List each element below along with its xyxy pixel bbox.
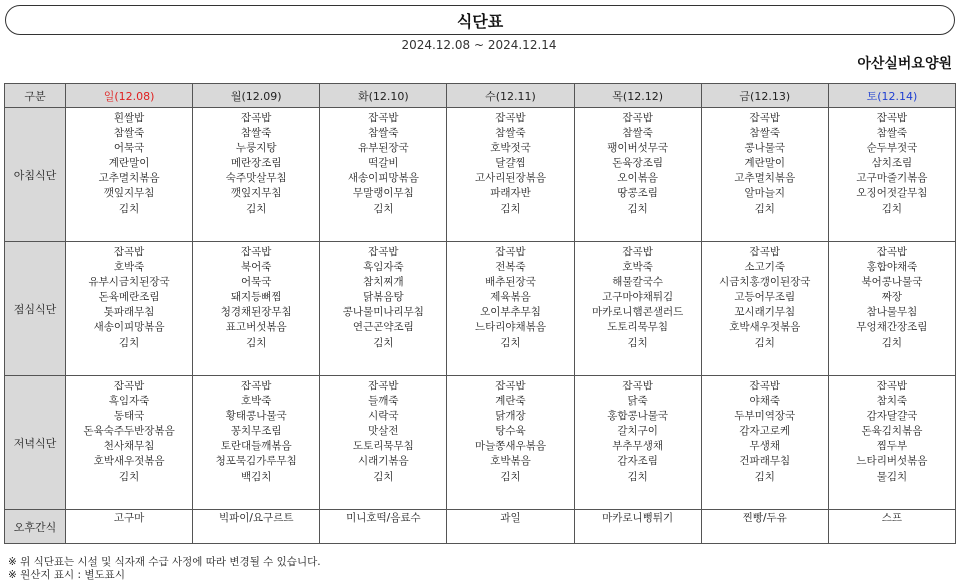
menu-item: 잡곡밥 [749,246,780,258]
menu-item: 마늘쫑새우볶음 [474,440,546,453]
menu-item: 팽이버섯무국 [607,142,669,155]
menu-item: 유부시금치된장국 [88,276,170,289]
menu-item: 김치 [754,336,775,349]
menu-item: 동태국 [113,410,145,423]
menu-cell [193,108,320,242]
menu-item: 전복죽 [495,261,526,274]
menu-item: 김치 [627,336,648,349]
menu-item: 흰쌀밥 [113,112,145,124]
menu-item: 오이볶음 [617,172,658,185]
menu-item: 돼지등뼈찜 [230,291,282,304]
snack-cell: 고구마 [66,510,193,544]
menu-item: 고사리된장볶음 [474,172,546,185]
day-header-3: 화(12.10) [320,84,447,108]
meal-row [5,242,956,376]
snack-label: 오후간식 [5,510,66,544]
menu-item: 고추멸치볶음 [734,172,796,185]
menu-item: 돈육메란조림 [98,291,160,304]
menu-cell [701,242,828,376]
menu-item: 북어콩나물국 [861,276,923,289]
table-header-row [5,84,956,108]
meal-table [4,83,956,544]
menu-item: 마카로니햄콘샐러드 [591,306,684,319]
menu-item: 잡곡밥 [495,112,526,124]
menu-item: 고추멸치볶음 [98,172,160,185]
menu-item: 닭개장 [495,410,526,423]
menu-item: 새송이피망볶음 [93,321,165,334]
menu-item: 잡곡밥 [876,380,908,392]
menu-item: 무말랭이무침 [352,187,414,200]
menu-item: 북어죽 [240,261,272,274]
menu-item: 새송이피망볶음 [347,172,419,185]
menu-item: 숙주맛살무침 [225,172,287,185]
menu-cell [66,242,193,376]
menu-item: 돈육숙주두반장볶음 [83,425,175,438]
menu-item: 호박죽 [113,261,145,274]
menu-item: 닭죽 [627,395,648,408]
menu-item: 연근곤약조림 [352,321,414,334]
menu-item: 야채죽 [749,395,780,408]
menu-item: 잡곡밥 [495,380,526,392]
note-change: ※ 위 식단표는 시설 및 식자재 수급 사정에 따라 변경될 수 있습니다. [8,556,321,568]
menu-item: 들깨죽 [368,395,399,408]
meal-row [5,108,956,242]
menu-item: 김치 [500,336,521,349]
menu-item: 참쌀죽 [368,127,399,140]
menu-cell [320,376,447,510]
menu-item: 느타리야채볶음 [474,321,546,334]
snack-row [5,510,956,544]
menu-cell [193,376,320,510]
menu-item: 떡갈비 [368,157,399,170]
menu-item: 참치찌개 [363,276,404,289]
menu-item: 김치 [118,470,140,483]
snack-cell: 마카로니뻥튀기 [574,510,701,544]
menu-item: 잡곡밥 [749,112,780,124]
menu-item: 달걀찜 [495,157,526,170]
menu-item: 호박죽 [622,261,653,274]
menu-item: 잡곡밥 [876,112,908,124]
menu-item: 건파래무침 [739,455,791,468]
menu-item: 탕수육 [495,425,526,438]
menu-item: 잡곡밥 [876,246,908,258]
menu-item: 표고버섯볶음 [225,321,287,334]
menu-item: 알마늘지 [744,187,786,200]
menu-item: 잡곡밥 [368,246,399,258]
menu-item: 감자달걀국 [866,410,918,423]
menu-item: 황태콩나물국 [225,410,287,423]
menu-item: 호박새우젓볶음 [93,455,165,468]
menu-item: 무엉채간장조림 [856,321,928,334]
menu-item: 홍합야채죽 [866,261,918,274]
snack-cell: 찐빵/두유 [701,510,828,544]
menu-item: 어묵국 [240,276,272,289]
menu-cell [574,108,701,242]
snack-cell: 미니호떡/음료수 [320,510,447,544]
menu-item: 고구마줄기볶음 [856,172,928,185]
menu-item: 감자고로케 [739,425,791,438]
menu-cell [701,376,828,510]
menu-item: 시금치홍갱이된장국 [719,276,811,289]
menu-cell [828,242,955,376]
menu-item: 청포묵김가루무침 [215,455,297,468]
date-range: 2024.12.08 ~ 2024.12.14 [401,38,557,52]
menu-item: 꽁치무조림 [230,425,282,438]
snack-cell: 빅파이/요구르트 [193,510,320,544]
organization-name: 아산실버요양원 [857,56,952,72]
menu-item: 유부된장국 [357,142,409,155]
menu-item: 참쌀죽 [113,127,145,140]
menu-item: 참쌀죽 [749,127,780,140]
menu-item: 부추무생채 [612,440,663,453]
menu-item: 콩나물미나리무침 [342,306,424,319]
menu-item: 참나물무침 [866,306,918,319]
menu-item: 김치 [246,202,267,215]
menu-item: 어묵국 [113,142,145,155]
menu-item: 잡곡밥 [495,246,526,258]
menu-item: 토란대들깨볶음 [220,440,292,453]
meal-label: 저녁식단 [5,376,66,510]
menu-cell [320,242,447,376]
menu-item: 땅콩조림 [617,187,658,200]
menu-cell [447,108,574,242]
meal-row [5,376,956,510]
menu-item: 김치 [881,336,903,349]
menu-cell [447,376,574,510]
day-header-5: 목(12.12) [574,84,701,108]
menu-cell [193,242,320,376]
menu-item: 호박죽 [240,395,272,408]
menu-item: 호박젓국 [490,142,531,155]
menu-item: 흑임자죽 [108,395,150,408]
menu-item: 순두부젓국 [866,142,918,155]
menu-item: 잡곡밥 [240,246,272,258]
menu-item: 김치 [118,336,140,349]
menu-item: 잡곡밥 [749,380,780,392]
menu-item: 청경채된장무침 [220,306,292,319]
menu-item: 참쌀죽 [876,127,908,140]
menu-item: 꼬시래기무침 [734,306,796,319]
menu-item: 제육볶음 [490,291,531,304]
menu-cell [828,376,955,510]
menu-item: 참쌀죽 [495,127,526,140]
menu-item: 김치 [373,202,394,215]
menu-item: 톳파래무침 [103,306,155,319]
menu-cell [828,108,955,242]
menu-item: 참쌀죽 [622,127,653,140]
page-title [5,5,955,35]
menu-item: 찜두부 [876,440,908,453]
menu-item: 오징어젓갈무침 [856,187,928,200]
menu-item: 파래자반 [490,187,531,200]
menu-item: 콩나물국 [744,142,786,155]
menu-item: 잡곡밥 [240,380,272,392]
menu-item: 맛살전 [368,425,399,438]
menu-item: 잡곡밥 [622,380,653,392]
menu-item: 김치 [754,202,775,215]
snack-cell: 과일 [447,510,574,544]
day-header-2: 월(12.09) [193,84,320,108]
note-origin: ※ 원산지 표시 : 별도표시 [8,569,125,581]
menu-item: 물김치 [876,470,908,483]
menu-item: 두부미역장국 [734,410,796,423]
menu-item: 닭볶음탕 [363,291,404,304]
menu-item: 호박볶음 [490,455,531,468]
menu-item: 해물칼국수 [612,276,663,289]
title-text: 식단표 [456,11,504,31]
menu-item: 김치 [246,336,267,349]
menu-item: 고구마야채튀김 [602,291,674,304]
meal-label: 점심식단 [5,242,66,376]
menu-item: 도토리묵무침 [352,440,414,453]
menu-item: 잡곡밥 [622,246,653,258]
menu-item: 짜장 [881,291,903,304]
menu-item: 김치 [500,202,521,215]
menu-cell [574,376,701,510]
day-header-1: 일(12.08) [66,84,193,108]
menu-item: 감자조림 [617,455,658,468]
notes [8,556,321,582]
menu-item: 누룽지탕 [235,142,277,155]
menu-cell [320,108,447,242]
menu-item: 백김치 [240,470,272,483]
menu-item: 돈육김치볶음 [861,425,923,438]
menu-item: 오이부추무침 [480,306,541,319]
menu-item: 천사채무침 [103,440,155,453]
menu-item: 느타리버섯볶음 [856,455,928,468]
meal-label: 아침식단 [5,108,66,242]
category-header: 구분 [5,84,66,108]
menu-item: 김치 [118,202,140,215]
menu-item: 잡곡밥 [622,112,653,124]
menu-item: 잡곡밥 [113,246,145,258]
menu-item: 갈치구이 [617,425,658,438]
menu-item: 참쌀죽 [240,127,272,140]
menu-cell [701,108,828,242]
menu-item: 고등어무조림 [734,291,796,304]
day-header-7: 토(12.14) [828,84,955,108]
menu-item: 김치 [373,470,394,483]
menu-cell [66,376,193,510]
menu-item: 김치 [500,470,521,483]
menu-item: 잡곡밥 [368,112,399,124]
menu-item: 계란말이 [744,157,786,170]
menu-item: 시락국 [368,410,399,423]
menu-item: 소고기죽 [744,261,786,274]
menu-item: 무생채 [749,440,780,453]
menu-item: 김치 [754,470,775,483]
day-header-6: 금(12.13) [701,84,828,108]
menu-item: 돈육장조림 [612,157,663,170]
day-header-4: 수(12.11) [447,84,574,108]
menu-item: 잡곡밥 [368,380,399,392]
menu-item: 시래기볶음 [357,455,409,468]
menu-item: 도토리묵무침 [607,321,669,334]
menu-item: 김치 [373,336,394,349]
menu-item: 김치 [881,202,903,215]
menu-item: 김치 [627,470,648,483]
menu-item: 계란죽 [495,395,526,408]
menu-item: 깻잎지무침 [230,187,282,200]
menu-item: 김치 [627,202,648,215]
menu-item: 메란장조림 [230,157,282,170]
menu-item: 배추된장국 [485,276,536,289]
menu-item: 깻잎지무침 [103,187,155,200]
menu-item: 참치죽 [876,395,908,408]
menu-item: 흑임자죽 [363,261,404,274]
menu-item: 잡곡밥 [240,112,272,124]
menu-item: 홍합콩나물국 [607,410,669,423]
menu-item: 호박새우젓볶음 [729,321,801,334]
menu-cell [574,242,701,376]
menu-item: 잡곡밥 [113,380,145,392]
snack-cell: 스프 [828,510,955,544]
menu-item: 계란말이 [108,157,150,170]
menu-cell [66,108,193,242]
menu-item: 삼치조림 [871,157,913,170]
menu-cell [447,242,574,376]
